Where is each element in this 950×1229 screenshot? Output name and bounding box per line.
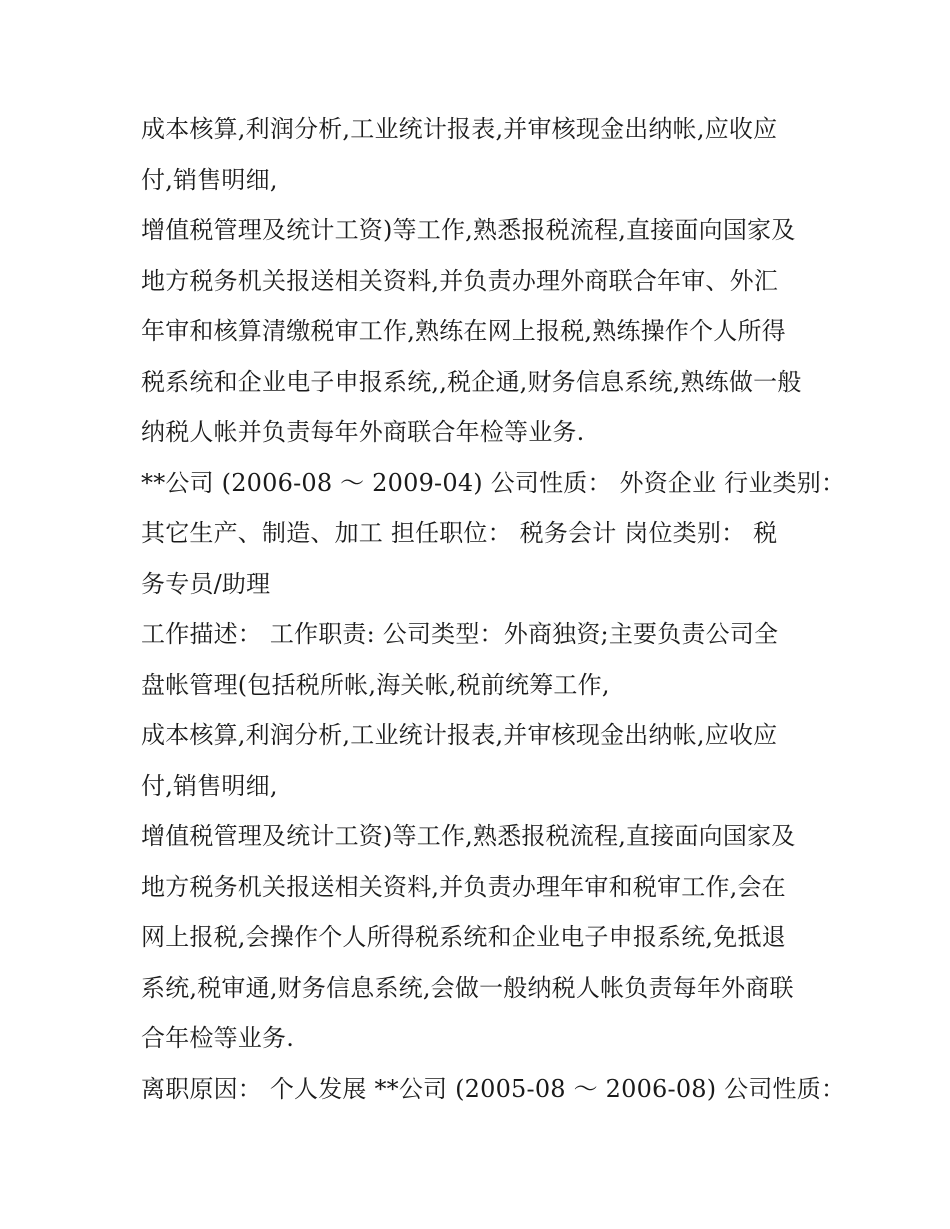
text-line: 系统,税审通,财务信息系统,会做一般纳税人帐负责每年外商联 [141,973,794,1002]
text-line: 成本核算,利润分析,工业统计报表,并审核现金出纳帐,应收应 [141,115,778,143]
text-line: 付,销售明细, [141,165,278,194]
text-line: 工作描述： 工作职责: 公司类型：外商独资;主要负责公司全 [141,620,779,648]
text-line: 其它生产、制造、加工 担任职位： 税务会计 岗位类别： 税 [141,519,778,547]
text-line: 地方税务机关报送相关资料,并负责办理年审和税审工作,会在 [141,872,786,901]
text-line: 增值税管理及统计工资)等工作,熟悉报税流程,直接面向国家及 [141,822,796,850]
text-line: 合年检等业务. [141,1024,295,1052]
text-line: 付,销售明细, [141,771,278,800]
text-line: 盘帐管理(包括税所帐,海关帐,税前统筹工作, [141,670,610,699]
text-line: 地方税务机关报送相关资料,并负责办理外商联合年审、外汇 [141,266,779,295]
text-line: 税系统和企业电子申报系统,,税企通,财务信息系统,熟练做一般 [141,367,802,396]
text-line: 务专员/助理 [141,569,271,598]
text-line: 纳税人帐并负责每年外商联合年检等业务. [141,418,585,446]
text-line: 年审和核算清缴税审工作,熟练在网上报税,熟练操作个人所得 [141,317,786,345]
text-line: 离职原因： 个人发展 **公司 (2005-08 ～ 2006-08) 公司性质： [141,1074,846,1103]
text-line: 增值税管理及统计工资)等工作,熟悉报税流程,直接面向国家及 [141,216,796,244]
document-body [141,104,846,1114]
text-line: 成本核算,利润分析,工业统计报表,并审核现金出纳帐,应收应 [141,721,778,749]
text-line: **公司 (2006-08 ～ 2009-04) 公司性质： 外资企业 行业类别： [141,468,846,497]
text-line: 网上报税,会操作个人所得税系统和企业电子申报系统,免抵退 [141,923,786,951]
